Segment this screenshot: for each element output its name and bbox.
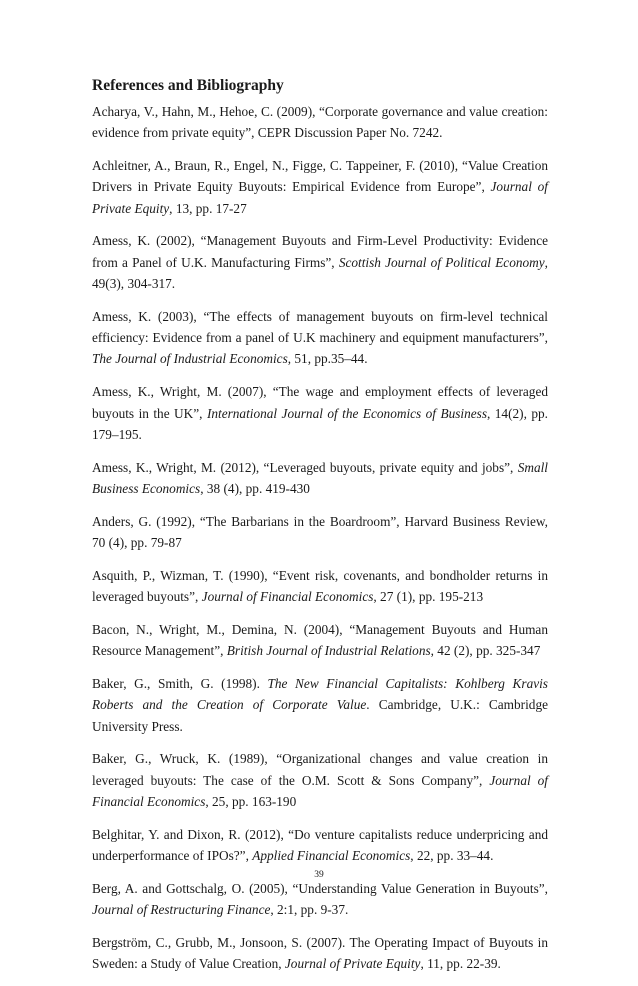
reference-details: , 51, pp.35–44. [287,351,368,367]
reference-text: Belghitar, Y. and Dixon, R. (2012), “Do venture capitalists reduce underpricing and underperformance of IPOs?”, [92,826,548,864]
reference-details: , 2:1, pp. 9-37. [270,902,349,918]
reference-details: , 13, pp. 17-27 [169,200,247,216]
reference-text: Bergström, C., Grubb, M., Jonsoon, S. (2007). The Operating Impact of Buyouts in Sweden: a Study of Value Creation, [92,935,548,972]
reference-text: Berg, A. and Gottschalg, O. (2005), “Understanding Value Generation in Buyouts”, [92,880,548,896]
reference-details: , 14(2), pp. 179–195. [92,405,548,442]
reference-entry [92,932,548,975]
reference-list [92,101,548,986]
reference-text: Achleitner, A., Braun, R., Engel, N., Figge, C. Tappeiner, F. (2010), “Value Creation Drivers in Private Equity Buyouts: Empirical Evidence from Europe”, [92,158,548,195]
reference-text: Amess, K., Wright, M. (2007), “The wage and employment effects of leveraged buyouts in the UK”, [92,384,548,421]
reference-journal: British Journal of Industrial Relations [226,643,431,659]
reference-entry [92,306,548,370]
reference-journal: Journal of Restructuring Finance [92,902,271,918]
reference-journal: The New Financial Capitalists: Kohlberg Kravis Roberts and the Creation of Corporate Value [92,676,548,713]
reference-text: Anders, G. (1992), “The Barbarians in the Boardroom”, Harvard Business Review, 70 (4), pp. 79-87 [92,513,548,551]
reference-entry [92,457,548,500]
section-heading: References and Bibliography [92,77,284,94]
page-number: 39 [314,870,324,880]
reference-details: , 49(3), 304-317. [92,254,548,292]
reference-details: , 11, pp. 22-39. [420,956,501,972]
reference-journal: Journal of Private Equity [284,956,421,972]
reference-journal: Journal of Financial Economics [201,589,374,605]
reference-text: Bacon, N., Wright, M., Demina, N. (2004), “Management Buyouts and Human Resource Management”, [92,621,548,659]
reference-entry [92,673,548,737]
reference-text: Amess, K., Wright, M. (2012), “Leveraged buyouts, private equity and jobs”, [92,459,518,475]
reference-journal: International Journal of the Economics of Business [206,405,487,421]
reference-details: , 27 (1), pp. 195-213 [373,589,484,605]
reference-text: Asquith, P., Wizman, T. (1990), “Event risk, covenants, and bondholder returns in leveraged buyouts”, [92,567,548,605]
reference-details: , 22, pp. 33–44. [410,848,494,864]
reference-entry [92,230,548,294]
reference-entry [92,565,548,608]
reference-text: Amess, K. (2002), “Management Buyouts and Firm-Level Productivity: Evidence from a Panel of U.K. Manufacturing Firms”, [92,233,548,270]
reference-details: , 25, pp. 163-190 [205,794,297,810]
reference-details: , 42 (2), pp. 325-347 [430,643,541,659]
reference-journal: Applied Financial Economics [252,848,411,864]
reference-entry [92,878,548,921]
reference-text: Baker, G., Smith, G. (1998). [92,676,268,692]
reference-entry [92,619,548,662]
reference-text: Amess, K. (2003), “The effects of management buyouts on firm-level technical efficiency: Evidence from a panel of U.K machinery and equipment manufacturers”, [92,308,548,346]
reference-entry [92,748,548,812]
reference-entry [92,155,548,219]
reference-text: Acharya, V., Hahn, M., Hehoe, C. (2009), “Corporate governance and value creation: evidence from private equity”, CEPR Discussion Paper No. 7242. [92,104,548,141]
reference-entry [92,824,548,867]
reference-entry [92,101,548,144]
reference-journal: The Journal of Industrial Economics [92,351,288,367]
reference-journal: Small Business Economics [92,459,548,496]
reference-journal: Journal of Financial Economics [92,772,548,810]
reference-text: Baker, G., Wruck, K. (1989), “Organizational changes and value creation in leveraged buyouts: The case of the O.M. Scott & Sons Company”, [92,751,548,788]
reference-details: . Cambridge, U.K.: Cambridge University Press. [92,697,548,734]
reference-journal: Journal of Private Equity [92,179,548,216]
reference-entry [92,511,548,554]
reference-details: , 38 (4), pp. 419-430 [200,480,310,496]
reference-journal: Scottish Journal of Political Economy [338,254,545,270]
reference-entry [92,381,548,445]
